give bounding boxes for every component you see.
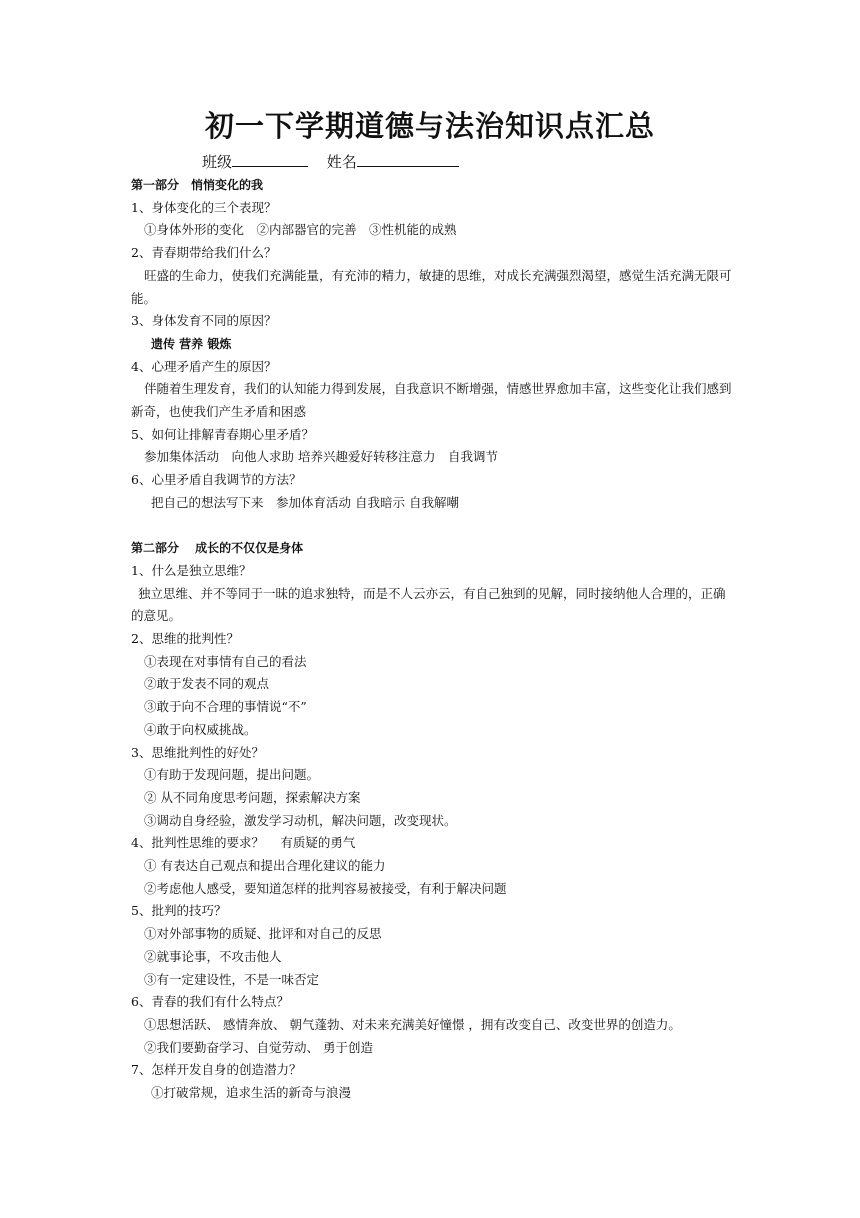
answer: ①表现在对事情有自己的看法 bbox=[144, 653, 307, 669]
name-label: 姓名 bbox=[326, 153, 357, 171]
name-blank[interactable] bbox=[357, 150, 459, 167]
answer: ②我们要勤奋学习、自觉劳动、 勇于创造 bbox=[144, 1039, 373, 1055]
question: 4、批判性思维的要求？ 有质疑的勇气 bbox=[131, 835, 356, 851]
answer: ①身体外形的变化 ②内部器官的完善 ③性机能的成熟 bbox=[144, 222, 457, 238]
question: 1、什么是独立思维？ bbox=[131, 562, 252, 578]
answer: ③有一定建设性，不是一味否定 bbox=[144, 971, 320, 987]
question: 3、身体发育不同的原因？ bbox=[131, 313, 277, 329]
question: 6、青春的我们有什么特点？ bbox=[131, 994, 289, 1010]
part1-heading: 第一部分 悄悄变化的我 bbox=[131, 178, 264, 192]
answer: ①有助于发现问题，提出问题。 bbox=[144, 767, 320, 783]
answer: 遗传 营养 锻炼 bbox=[151, 336, 232, 351]
answer: 伴随着生理发育，我们的认知能力得到发展，自我意识不断增强，情感世界愈加丰富，这些变化让我们感到新奇，也使我们产生矛盾和困惑 bbox=[131, 381, 732, 420]
answer: 独立思维、并不等同于一昧的追求独特，而是不人云亦云，有自己独到的见解，同时接纳他人合理的，正确的意见。 bbox=[131, 585, 726, 624]
answer: 旺盛的生命力，使我们充满能量，有充沛的精力，敏捷的思维，对成长充满强烈渴望，感觉生活充满无限可能。 bbox=[131, 267, 732, 306]
question: 7、怎样开发自身的创造潜力？ bbox=[131, 1062, 302, 1078]
answer: 把自己的想法写下来 参加体育活动 自我暗示 自我解嘲 bbox=[151, 494, 459, 510]
question: 4、心理矛盾产生的原因？ bbox=[131, 358, 277, 374]
answer: 参加集体活动 向他人求助 培养兴趣爱好转移注意力 自我调节 bbox=[144, 449, 498, 465]
answer: ① 有表达自己观点和提出合理化建议的能力 bbox=[144, 858, 386, 874]
answer: ② 从不同角度思考问题，探索解决方案 bbox=[144, 789, 361, 805]
question: 2、思维的批判性？ bbox=[131, 631, 239, 647]
section-gap bbox=[131, 515, 735, 538]
class-label: 班级 bbox=[202, 153, 233, 171]
answer: ③调动自身经验，激发学习动机，解决问题，改变现状。 bbox=[144, 812, 457, 828]
answer: ④敢于向权威挑战。 bbox=[144, 721, 257, 737]
class-blank[interactable] bbox=[232, 150, 308, 167]
answer: ②考虑他人感受，要知道怎样的批判容易被接受，有利于解决问题 bbox=[144, 880, 507, 896]
question: 6、心里矛盾自我调节的方法？ bbox=[131, 472, 302, 488]
part2-heading: 第二部分 成长的不仅仅是身体 bbox=[131, 541, 304, 556]
answer: ③敢于向不合理的事情说“不” bbox=[144, 699, 307, 715]
question: 1、身体变化的三个表现？ bbox=[131, 199, 277, 215]
question: 2、青春期带给我们什么？ bbox=[131, 245, 277, 261]
page-title: 初一下学期道德与法治知识点汇总 bbox=[204, 109, 655, 143]
question: 3、思维批判性的好处？ bbox=[131, 744, 264, 760]
student-info bbox=[202, 150, 459, 173]
question: 5、如何让排解青春期心里矛盾？ bbox=[131, 426, 314, 442]
document-body bbox=[131, 174, 735, 1105]
answer: ①打破常规，追求生活的新奇与浪漫 bbox=[151, 1085, 352, 1101]
answer: ①思想活跃、 感情奔放、 朝气蓬勃、对未来充满美好憧憬 ，拥有改变自己、改变世界的创造力。 bbox=[144, 1017, 681, 1032]
answer: ②就事论事，不攻击他人 bbox=[144, 948, 282, 964]
answer: ①对外部事物的质疑、批评和对自己的反思 bbox=[144, 926, 382, 942]
answer: ②敢于发表不同的观点 bbox=[144, 676, 270, 692]
question: 5、批判的技巧？ bbox=[131, 903, 227, 919]
